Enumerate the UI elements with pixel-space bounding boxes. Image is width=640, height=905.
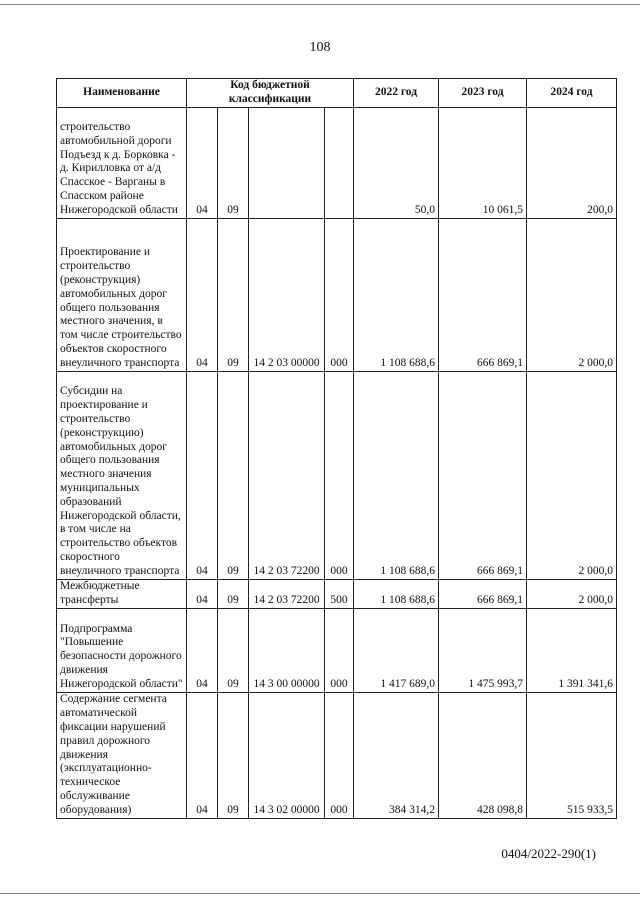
row-section: 04 [187,608,218,692]
row-expense-type [325,107,354,218]
scan-edge-bottom [0,893,640,894]
row-article [249,107,325,218]
row-2023: 666 869,1 [439,371,527,579]
row-article: 14 2 03 00000 [249,218,325,371]
table-row [57,371,617,579]
row-section: 04 [187,692,218,818]
row-expense-type: 000 [325,692,354,818]
row-expense-type: 000 [325,218,354,371]
row-name: Содержание сегмента автоматической фиксации нарушений правил дорожного движения (эксплуатационно-техническое обслуживание оборудования) [57,692,187,818]
row-2024: 2 000,0 [527,579,617,608]
page-number: 108 [309,40,331,55]
row-2022: 384 314,2 [354,692,439,818]
row-2024: 515 933,5 [527,692,617,818]
row-2023: 10 061,5 [439,107,527,218]
row-2022: 1 108 688,6 [354,579,439,608]
row-2022: 1 108 688,6 [354,371,439,579]
row-section: 04 [187,218,218,371]
header-2023: 2023 год [439,79,527,108]
table-row [57,608,617,692]
row-2024: 1 391 341,6 [527,608,617,692]
row-subsection: 09 [218,107,249,218]
header-2022: 2022 год [354,79,439,108]
header-2024: 2024 год [527,79,617,108]
row-section: 04 [187,579,218,608]
table-header-row [57,79,617,108]
table-row [57,218,617,371]
row-name: Проектирование и строительство (реконструкция) автомобильных дорог общего пользования местного значения, в том числе строительство объектов скоростного внеуличного транспорта [57,218,187,371]
header-name: Наименование [57,79,187,108]
row-subsection: 09 [218,692,249,818]
table-row [57,579,617,608]
header-code: Код бюджетной классификации [187,79,354,108]
budget-table [56,78,617,819]
row-2024: 200,0 [527,107,617,218]
row-article: 14 2 03 72200 [249,579,325,608]
row-2024: 2 000,0 [527,218,617,371]
row-2024: 2 000,0 [527,371,617,579]
document-registration-code: 0404/2022-290(1) [501,846,596,861]
row-name: строительство автомобильной дороги Подъезд к д. Борковка - д. Кирилловка от а/д Спасское - Варганы в Спасском районе Нижегородской области [57,107,187,218]
row-expense-type: 000 [325,608,354,692]
table-row [57,107,617,218]
row-name: Подпрограмма "Повышение безопасности дорожного движения Нижегородской области" [57,608,187,692]
row-article: 14 3 00 00000 [249,608,325,692]
row-2022: 50,0 [354,107,439,218]
row-2023: 1 475 993,7 [439,608,527,692]
row-subsection: 09 [218,371,249,579]
row-expense-type: 000 [325,371,354,579]
row-expense-type: 500 [325,579,354,608]
row-section: 04 [187,371,218,579]
row-subsection: 09 [218,608,249,692]
row-subsection: 09 [218,579,249,608]
row-article: 14 2 03 72200 [249,371,325,579]
row-article: 14 3 02 00000 [249,692,325,818]
row-2022: 1 417 689,0 [354,608,439,692]
scan-edge-top [0,4,640,5]
row-section: 04 [187,107,218,218]
row-subsection: 09 [218,218,249,371]
table-row [57,692,617,818]
row-2023: 666 869,1 [439,579,527,608]
row-2023: 666 869,1 [439,218,527,371]
row-name: Субсидии на проектирование и строительство (реконструкцию) автомобильных дорог общего пользования местного значения муниципальных образований Нижегородской области, в том числе на строительство объектов скоростного внеуличного транспорта [57,371,187,579]
row-name: Межбюджетные трансферты [57,579,187,608]
row-2023: 428 098,8 [439,692,527,818]
row-2022: 1 108 688,6 [354,218,439,371]
